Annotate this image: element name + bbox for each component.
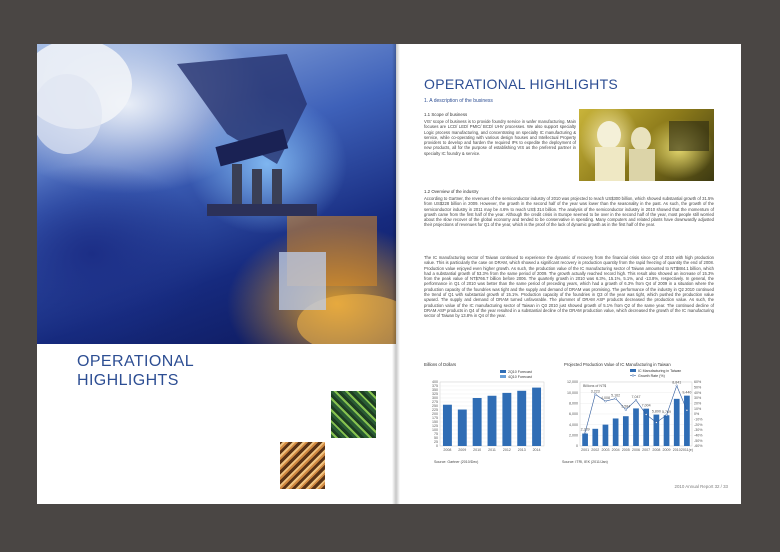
chart2-ytick-right-label: 10% xyxy=(694,406,702,411)
chart2-growth-point xyxy=(615,398,617,400)
global-semiconductor-bar-chart xyxy=(422,368,554,458)
chart2-legend-swatch xyxy=(630,369,636,372)
chart1-xtick-label: 2012 xyxy=(502,448,511,452)
page-footer: 2010 Annual Report 32 / 33 xyxy=(674,484,728,489)
chart1-bar xyxy=(458,410,467,446)
chart2-ytick-right-label: 30% xyxy=(694,396,702,401)
chart1-bar xyxy=(532,388,541,446)
chart2-ytick-left-label: 8,000 xyxy=(569,401,578,406)
chart2-bar-value-label: 5,584 xyxy=(621,404,631,409)
chart2-bar xyxy=(674,399,680,446)
chart2-ytick-right-label: -50% xyxy=(694,438,703,443)
chart1-legend-label: 4Q10 Forecast xyxy=(508,374,532,379)
chart2-ytick-right-label: -10% xyxy=(694,417,703,422)
left-page-title: OPERATIONAL HIGHLIGHTS xyxy=(77,353,195,389)
chart2-ylabel: Billions of NT$ xyxy=(583,384,607,388)
scope-paragraph: VIS' scope of business is to provide foundry service in wafer manufacturing. Main focuses are LCD/ LED/ PMIC/ BCD/ UHV processes. We also support specialty Logic process manufacturing, and concentrating on specialty IC manufacturing & service, while co-operating with various design houses and Intellectual Property providers to develop and harden the required IPs to expedite the deployment of new products, all for the purpose of establishing VIS as the preferred partner in specialty IC foundry & service. xyxy=(424,119,576,156)
chart1-ytick-label: 275 xyxy=(432,400,438,405)
chart2-growth-point xyxy=(666,414,668,416)
chart2-ytick-right-label: 40% xyxy=(694,390,702,395)
chart2-bar-value-label: 5,769 xyxy=(662,410,672,415)
chart2-title: Projected Production Value of IC Manufacturing in Taiwan xyxy=(564,362,671,367)
cleanroom-photo xyxy=(579,109,714,181)
chart2-ytick-left-label: 12,000 xyxy=(567,380,578,385)
chart1-xtick-label: 2011 xyxy=(488,448,496,452)
chart2-xtick-label: 2011(e) xyxy=(680,448,693,452)
decorative-square xyxy=(279,252,326,310)
chart2-growth-point xyxy=(605,400,607,402)
microscope-photo xyxy=(37,44,396,344)
chart1-ytick-label: 375 xyxy=(432,384,438,389)
taiwan-ic-production-chart xyxy=(562,368,712,458)
chart1-legend-swatch xyxy=(500,370,506,373)
book-spine-shadow xyxy=(392,44,400,504)
chart2-bar-value-label: 7,047 xyxy=(631,395,641,400)
chart1-ytick-label: 200 xyxy=(432,412,438,417)
section-heading: 1. A description of the business xyxy=(424,98,493,104)
chart2-ytick-left-label: 2,000 xyxy=(569,433,578,438)
chart2-ytick-right-label: 60% xyxy=(694,380,702,385)
chart2-bar xyxy=(684,396,690,446)
subsection-heading-scope: 1.1 Scope of business xyxy=(424,112,468,117)
chart1-bar xyxy=(517,391,526,446)
chart2-ytick-left-label: 10,000 xyxy=(567,390,578,395)
chart2-ytick-right-label: -20% xyxy=(694,422,703,427)
chart2-xtick-label: 2007 xyxy=(642,448,651,452)
chart1-bar xyxy=(473,398,482,446)
chart2-xtick-label: 2009 xyxy=(662,448,671,452)
chart2-xtick-label: 2006 xyxy=(632,448,640,452)
chart2-growth-point xyxy=(635,399,637,401)
chart2-ytick-right-label: -30% xyxy=(694,428,703,433)
chart2-xtick-label: 2003 xyxy=(601,448,610,452)
chart2-ytick-left-label: 6,000 xyxy=(569,412,578,417)
chart1-xtick-label: 2008 xyxy=(443,448,452,452)
chart2-growth-point xyxy=(594,393,596,395)
chart1-source: Source: Gartner (2010/Dec) xyxy=(434,460,479,464)
chart2-ytick-right-label: -60% xyxy=(694,444,703,449)
chart2-xtick-label: 2001 xyxy=(581,448,590,452)
chart2-ytick-right-label: 20% xyxy=(694,401,702,406)
chart2-growth-point xyxy=(686,409,688,411)
chart1-ytick-label: 100 xyxy=(432,428,438,433)
chart2-bar xyxy=(582,434,588,446)
chart2-xtick-label: 2008 xyxy=(652,448,661,452)
chart2-bar-value-label: 3,223 xyxy=(590,389,600,394)
chart1-xtick-label: 2014 xyxy=(532,448,541,452)
left-page xyxy=(37,44,396,504)
ic-manufacturing-paragraph: The IC manufacturing sector of Taiwan continued to experience the dynamic of recovery from the financial crisis since Q2 of 2010 with high production value. This is particularly the case on DRAM, which showed a significant recovery in production quantity from the rapid freezing of quantity the end of 2008. Production value enjoyed even higher growth. As such, the production value of the IC manufacturing sector of Taiwan amounted to NT$884.1 billion, which had a substantial growth of 53.3% from the same period of 2009. The growth actually reached record high. This result also showed an increase of 15.3% from the peak value of NT$766.7 billion before 2006. The quarterly growth in 2010 was 6.3%, 15.1%, 5.1%, and -13.8%, respectively. In general, the performance in Q1 of 2010 was better than the same period of preceding years, which had a growth of 6.3% from Q4 of 2009 in a situation where the production capacity of the foundries was tight and the supply and demand of DRAM was promising. The performance of the industry in Q2 2010 continued the trend of Q1 with substantial growth of 15.1%. Production capacity of the foundries in Q3 of the year was tight, which pushed the production value upward. The supply and demand of DRAM turned unfavorable. The plummet of DRAM ASP products decreased the production value. As such, the production value of the IC manufacturing sector of Taiwan in Q3 2010 just showed growth of 5.1% from Q2 of the same year. The continued decline of DRAM ASP products in Q4 of the year resulted in a substantial decline of the DRAM production value, which decreased the growth of the IC manufacturing sector of Taiwan by 13.8% in Q4 of the year. xyxy=(424,255,714,319)
chart2-xtick-label: 2004 xyxy=(611,448,620,452)
chart1-xtick-label: 2013 xyxy=(517,448,526,452)
chart2-bar-value-label: 4,008 xyxy=(600,396,610,401)
chart2-legend-label: IC Manufacturing in Taiwan xyxy=(638,368,682,373)
chart2-ytick-right-label: 50% xyxy=(694,385,702,390)
chart1-legend-label: 2Q10 Forecast xyxy=(508,369,532,374)
chart1-bar xyxy=(488,396,497,446)
chart2-legend-marker xyxy=(632,375,634,377)
chart1-ylabel: Billions of Dollars xyxy=(424,362,457,367)
page-title: OPERATIONAL HIGHLIGHTS xyxy=(424,76,619,92)
chart2-bar xyxy=(633,408,639,446)
chart2-xtick-label: 2010 xyxy=(672,448,681,452)
chart2-growth-point xyxy=(676,385,678,387)
chart2-bar xyxy=(623,416,629,446)
chart2-growth-point xyxy=(625,409,627,411)
chart1-bar xyxy=(502,393,511,446)
chart1-ytick-label: 125 xyxy=(432,424,438,429)
chart1-ytick-label: 300 xyxy=(432,396,438,401)
chart1-ytick-label: 225 xyxy=(432,408,438,413)
chart2-source: Source: ITRI, IEK (2011/Jan) xyxy=(562,460,608,464)
chart1-bar xyxy=(443,405,452,446)
chart1-xtick-label: 2009 xyxy=(458,448,467,452)
chart2-growth-point xyxy=(655,422,657,424)
chart1-ytick-label: 350 xyxy=(432,388,438,393)
chart2-ytick-right-label: 0% xyxy=(694,412,700,417)
chart2-legend-label: Growth Rate (%) xyxy=(638,373,665,378)
chart2-bar-value-label: 7,004 xyxy=(641,403,651,408)
chart1-xtick-label: 2010 xyxy=(473,448,482,452)
chart2-ytick-right-label: -40% xyxy=(694,433,703,438)
chart2-ytick-left-label: 0 xyxy=(576,444,578,449)
industry-paragraph: According to Gartner, the revenues of the semiconductor industry of 2010 was projected to reach US$300 billion, which showed substantial growth of 31.5% from US$228 billion in 2009. However, the growth in the second half of the year was lower than the seasonality in the past. As such, the growth of the semiconductor industry in 2011 may be 4.6% to reach US$ 314 billion. The analysis of the semiconductor industry in 2010 showed that the momentum of growth came from the first half of the year. Although the credit crisis in Europe seemed to be over in the second half of the year, most people still worried about the slow recover of the global economy and tended to be conservative in spending. Many computers and related plants have downwardly adjusted their projections of revenues for Q1 of the year, which is the proof of the lack of dynamic growth as in the first half of the year. xyxy=(424,196,714,228)
chart1-ytick-label: 75 xyxy=(434,432,438,437)
chart2-bar-value-label: 9,440 xyxy=(682,390,692,395)
chart2-bar xyxy=(592,429,598,446)
chart2-bar-value-label: 8,841 xyxy=(672,380,682,385)
chart2-growth-point xyxy=(584,432,586,434)
chart2-bar-value-label: 5,162 xyxy=(611,393,621,398)
chart2-bar-value-label: 2,339 xyxy=(580,427,590,432)
chart1-ytick-label: 175 xyxy=(432,416,438,421)
chart2-bar-value-label: 5,890 xyxy=(651,409,661,414)
chart1-ytick-label: 50 xyxy=(434,436,438,441)
circuit-thumbnail-green xyxy=(331,391,376,438)
chart2-bar xyxy=(654,415,660,446)
chart1-ytick-label: 250 xyxy=(432,404,438,409)
chart1-ytick-label: 325 xyxy=(432,392,438,397)
circuit-thumbnail-orange xyxy=(280,442,325,489)
chart1-legend-swatch xyxy=(500,375,506,378)
chart2-xtick-label: 2002 xyxy=(591,448,600,452)
chart1-ytick-label: 0 xyxy=(436,444,438,449)
chart2-ytick-left-label: 4,000 xyxy=(569,422,578,427)
chart2-bar xyxy=(603,425,609,446)
chart2-bar xyxy=(664,415,670,446)
chart2-growth-point xyxy=(645,414,647,416)
chart1-ytick-label: 25 xyxy=(434,440,438,445)
subsection-heading-industry: 1.2 Overview of the industry xyxy=(424,189,479,194)
chart1-ytick-label: 400 xyxy=(432,380,438,385)
chart2-bar xyxy=(613,418,619,446)
right-page xyxy=(396,44,741,504)
chart2-xtick-label: 2005 xyxy=(621,448,630,452)
chart1-ytick-label: 150 xyxy=(432,420,438,425)
